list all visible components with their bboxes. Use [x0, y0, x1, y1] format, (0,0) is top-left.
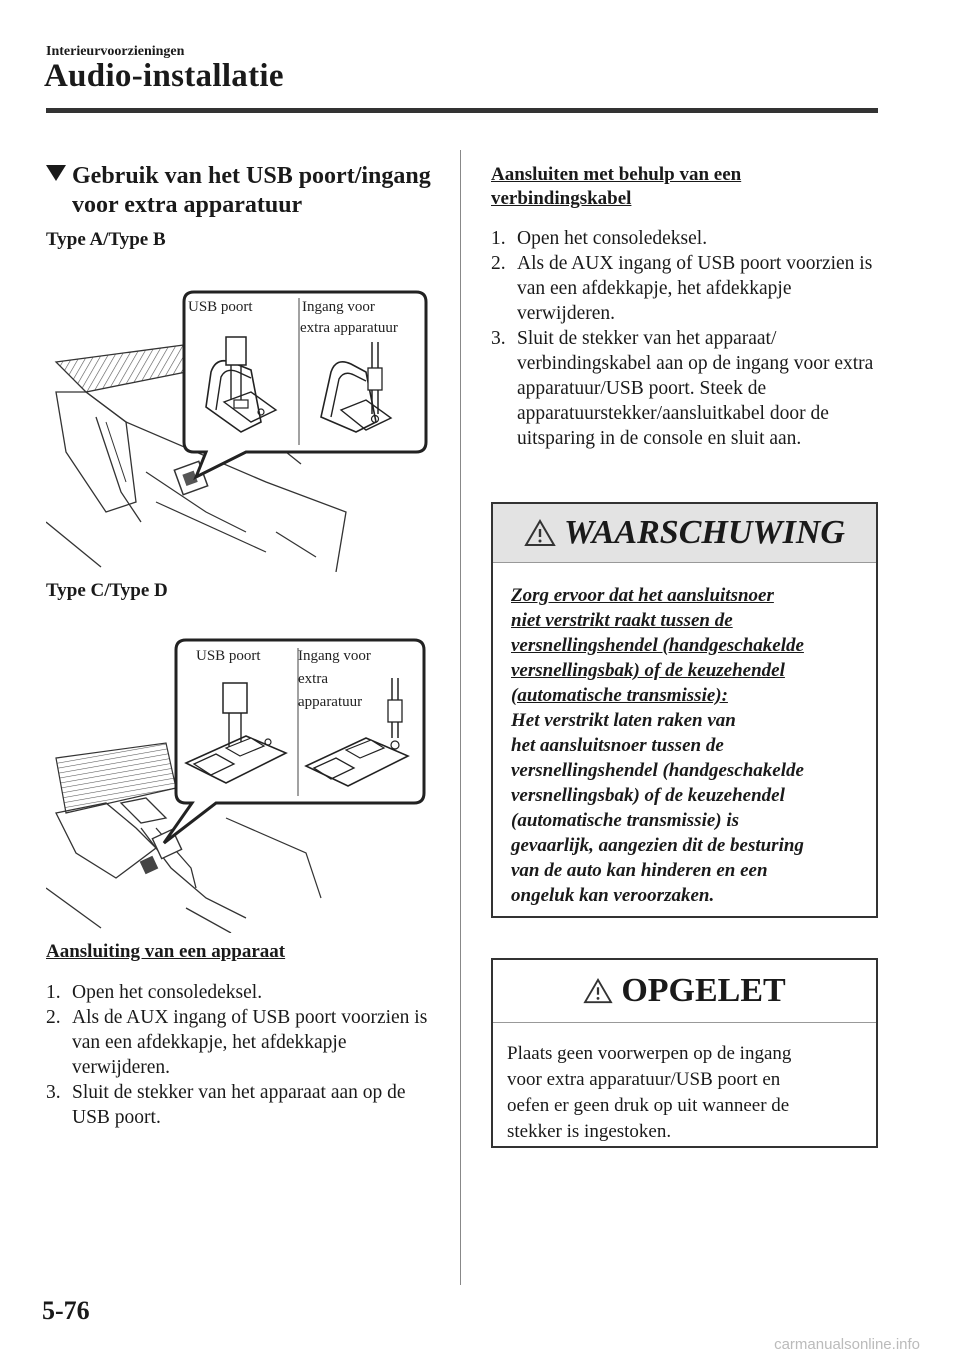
caution-label: OPGELET — [621, 972, 786, 1009]
type-ab-label: Type A/Type B — [46, 229, 166, 250]
aux-label-line1: Ingang voor — [302, 299, 375, 315]
aux-label-line2: extra — [298, 671, 328, 687]
page-title: Audio-installatie — [44, 58, 284, 94]
watermark: carmanualsonline.info — [774, 1336, 920, 1353]
list-item: 1. Open het consoledeksel. — [491, 228, 708, 249]
page-number: 5-76 — [42, 1296, 90, 1325]
list-item: 3. Sluit de stekker van het apparaat aan op de USB poort. — [46, 1082, 406, 1128]
caution-header — [493, 960, 876, 1023]
list-item: 1. Open het consoledeksel. — [46, 982, 263, 1003]
sub-heading-cable: Aansluiten met behulp van een verbindingskabel — [491, 164, 742, 209]
column-divider — [460, 150, 461, 1285]
usb-port-label: USB poort — [188, 299, 253, 315]
sub-heading-device: Aansluiting van een apparaat — [46, 941, 286, 962]
list-item: 3. Sluit de stekker van het apparaat/ verbindingskabel aan op de ingang voor extra apparatuur/USB poort. Steek de apparatuurstekker/aansluitkabel door de uitsparing in de console en sluit aan. — [491, 328, 874, 449]
warning-box — [491, 502, 878, 918]
figure-type-cd — [46, 638, 441, 933]
header-section: Interieurvoorzieningen — [46, 44, 185, 59]
warning-triangle-icon — [583, 978, 613, 1004]
right-steps — [491, 226, 886, 451]
list-item: 2. Als de AUX ingang of USB poort voorzien is van een afdekkapje, het afdekkapje verwijderen. — [46, 1007, 428, 1078]
caution-text: Plaats geen voorwerpen op de ingang voor extra apparatuur/USB poort en oefen er geen druk op uit wanneer de stekker is ingestoken. — [507, 1043, 792, 1142]
down-triangle-icon — [46, 165, 66, 181]
warning-text: Zorg ervoor dat het aansluitsnoer niet verstrikt raakt tussen de versnellingshendel (handgeschakelde versnellingsbak) of de keuzehendel (automatische transmissie): Het verstrikt laten raken van het aansluitsnoer tussen de versnellingshendel (handgeschakelde versnellingsbak) of de keuzehendel (automatische transmissie) is gevaarlijk, aangezien dit de besturing van de auto kan hinderen en een ongeluk kan veroorzaken. — [511, 585, 804, 906]
aux-label-line3: apparatuur — [298, 694, 363, 710]
caution-box — [491, 958, 878, 1148]
usb-port-label: USB poort — [196, 648, 261, 664]
warning-header — [493, 504, 876, 563]
warning-label: WAARSCHUWING — [564, 514, 845, 551]
header-rule — [46, 108, 878, 113]
aux-label-line2: extra apparatuur — [300, 320, 398, 336]
type-cd-label: Type C/Type D — [46, 580, 168, 601]
figure-type-ab — [46, 282, 441, 572]
section-title: Gebruik van het USB poort/ingang voor extra apparatuur — [46, 162, 446, 220]
list-item: 2. Als de AUX ingang of USB poort voorzien is van een afdekkapje, het afdekkapje verwijderen. — [491, 253, 873, 324]
aux-label-line1: Ingang voor — [298, 648, 371, 664]
warning-triangle-icon — [524, 519, 556, 547]
left-steps — [46, 980, 441, 1130]
